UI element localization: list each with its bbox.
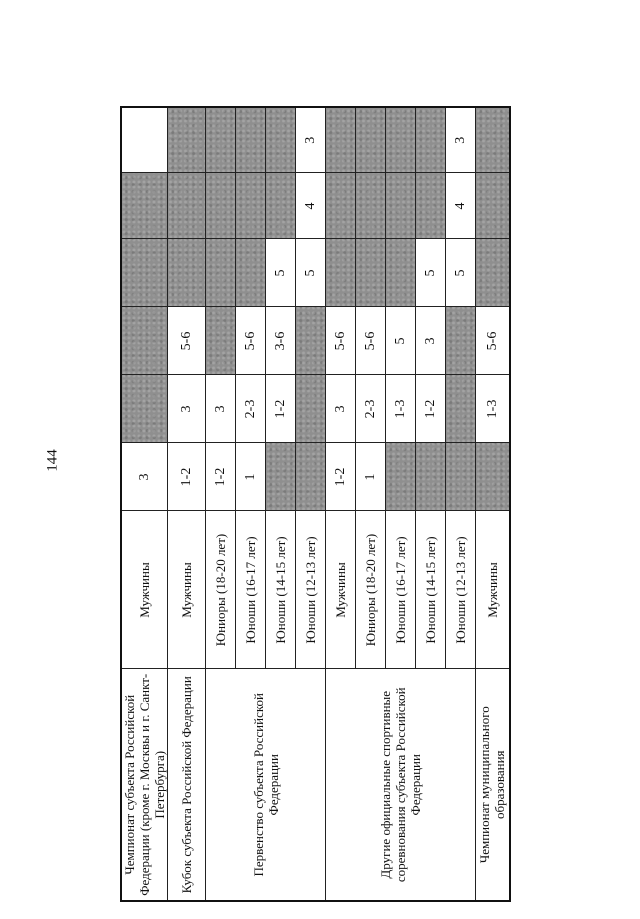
place-cell: 5-6 [326,307,356,375]
age-category: Юноши (12-13 лет) [296,511,326,669]
age-category: Юноши (14-15 лет) [416,511,446,669]
competition-name: Первенство субъекта Российской Федерации [206,669,326,901]
table-row [326,107,356,901]
shaded-cell [121,239,168,307]
place-cell [121,107,168,173]
place-cell: 5-6 [236,307,266,375]
shaded-cell [446,443,476,511]
place-cell: 3 [168,375,206,443]
shaded-cell [416,107,446,173]
shaded-cell [416,173,446,239]
place-cell: 5 [416,239,446,307]
shaded-cell [206,173,236,239]
age-category: Юноши (12-13 лет) [446,511,476,669]
shaded-cell [476,107,510,173]
shaded-cell [236,107,266,173]
place-cell: 5 [266,239,296,307]
place-cell: 5 [386,307,416,375]
shaded-cell [356,173,386,239]
place-cell: 5-6 [356,307,386,375]
place-cell: 4 [296,173,326,239]
competition-name: Другие официальные спортивные соревнования субъекта Российской Федерации [326,669,476,901]
place-cell: 5-6 [476,307,510,375]
age-category: Мужчины [168,511,206,669]
competition-name: Чемпионат муниципального образования [476,669,510,901]
competition-name: Чемпионат субъекта Российской Федерации (кроме г. Москвы и г. Санкт-Петербурга) [121,669,168,901]
shaded-cell [386,443,416,511]
rotated-table-wrapper [120,108,510,902]
shaded-cell [236,173,266,239]
qualification-table [120,106,511,902]
place-cell: 1-2 [266,375,296,443]
shaded-cell [476,443,510,511]
shaded-cell [168,173,206,239]
shaded-cell [446,307,476,375]
place-cell: 1-2 [326,443,356,511]
place-cell: 4 [446,173,476,239]
age-category: Юноши (16-17 лет) [236,511,266,669]
shaded-cell [476,239,510,307]
shaded-cell [121,375,168,443]
place-cell: 3 [296,107,326,173]
shaded-cell [168,239,206,307]
shaded-cell [266,173,296,239]
shaded-cell [446,375,476,443]
shaded-cell [326,173,356,239]
shaded-cell [296,307,326,375]
place-cell: 3 [121,443,168,511]
shaded-cell [206,239,236,307]
shaded-cell [326,239,356,307]
place-cell: 1-2 [168,443,206,511]
shaded-cell [206,107,236,173]
shaded-cell [326,107,356,173]
shaded-cell [266,107,296,173]
shaded-cell [296,375,326,443]
table-row [121,107,168,901]
place-cell: 1 [236,443,266,511]
shaded-cell [296,443,326,511]
place-cell: 3 [446,107,476,173]
shaded-cell [121,173,168,239]
place-cell: 3 [326,375,356,443]
shaded-cell [356,107,386,173]
age-category: Юноши (16-17 лет) [386,511,416,669]
place-cell: 3 [206,375,236,443]
table-row [206,107,236,901]
place-cell: 1 [356,443,386,511]
table-row [168,107,206,901]
age-category: Юноши (14-15 лет) [266,511,296,669]
competition-name: Кубок субъекта Российской Федерации [168,669,206,901]
shaded-cell [416,443,446,511]
shaded-cell [266,443,296,511]
place-cell: 5 [296,239,326,307]
shaded-cell [121,307,168,375]
place-cell: 1-3 [386,375,416,443]
shaded-cell [386,173,416,239]
age-category: Мужчины [121,511,168,669]
age-category: Мужчины [326,511,356,669]
place-cell: 5-6 [168,307,206,375]
shaded-cell [356,239,386,307]
shaded-cell [206,307,236,375]
place-cell: 1-2 [416,375,446,443]
table-row [476,107,510,901]
shaded-cell [168,107,206,173]
place-cell: 2-3 [356,375,386,443]
shaded-cell [386,107,416,173]
age-category: Юниоры (18-20 лет) [356,511,386,669]
age-category: Мужчины [476,511,510,669]
place-cell: 1-2 [206,443,236,511]
age-category: Юниоры (18-20 лет) [206,511,236,669]
place-cell: 3 [416,307,446,375]
place-cell: 2-3 [236,375,266,443]
place-cell: 5 [446,239,476,307]
place-cell: 3-6 [266,307,296,375]
place-cell: 1-3 [476,375,510,443]
shaded-cell [386,239,416,307]
shaded-cell [236,239,266,307]
page-number: 144 [44,449,61,472]
shaded-cell [476,173,510,239]
